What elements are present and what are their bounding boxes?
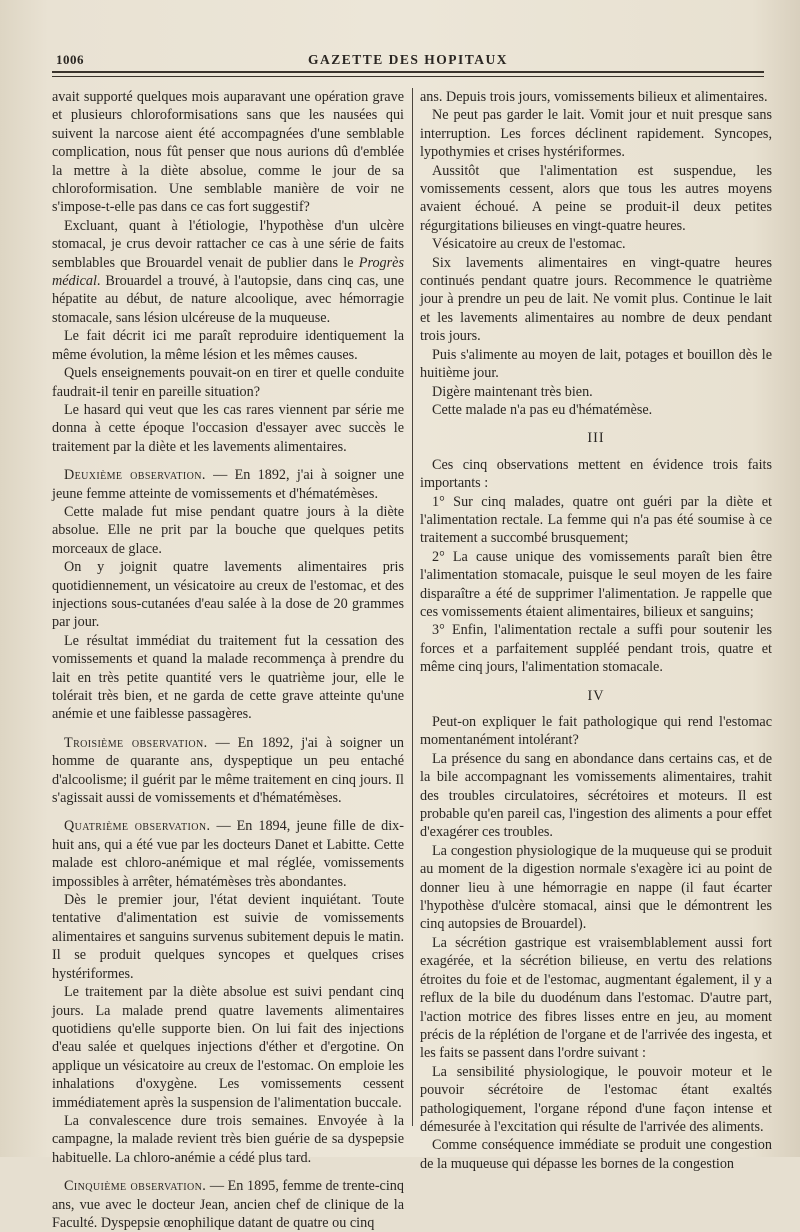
paragraph: La convalescence dure trois semaines. Envoyée à la campagne, la malade revient très bien guérie de sa dyspepsie habituelle. La chloro-anémie a cédé plus tard. xyxy=(52,1112,404,1166)
text-run: Excluant, quant à l'étiologie, l'hypothèse d'un ulcère stomacal, je crus devoir rattacher ce cas à une série de faits semblables que Brouardel venait de publier dans le xyxy=(52,217,404,271)
paragraph: La présence du sang en abondance dans certains cas, et de la bile accompagnant les vomissements alimentaires, trahit des troubles circulatoires, sécrétoires et moteurs. Il est probable qu'en pareil cas, l'ingestion des aliments a pour effet d'exagérer ces troubles. xyxy=(420,750,772,841)
section-heading-iii: III xyxy=(587,430,605,447)
right-column xyxy=(420,88,772,1172)
journal-reference: Progrès médical xyxy=(52,254,404,290)
paragraph: Le traitement par la diète absolue est suivi pendant cinq jours. La malade prend quatre lavements alimentaires quotidiens qu'elle supporte bien. On lui fait des injections d'eau salée et quelques injections d'éther et d'ergotine. On applique un vésicatoire au creux de l'estomac. On emploie les inhalations d'oxygène. Les vomissements cessent immédiatement après la suspension de l'alimentation buccale. xyxy=(52,984,404,1111)
observation-2 xyxy=(52,466,404,503)
page-number: 1006 xyxy=(56,52,84,67)
observation-label: Troisième observation. xyxy=(64,734,208,751)
paragraph: Ne peut pas garder le lait. Vomit jour et nuit presque sans interruption. Les forces déclinent rapidement. Syncopes, lypothymies et crises hystériformes. xyxy=(420,107,772,161)
text-run: — En 1894, jeune fille de dix-huit ans, qui a été vue par les docteurs Danet et Labitte. Cette malade est chloro-anémique et mal réglée, vomissements impossibles à arrêter, hématémèses très abondantes. xyxy=(52,818,404,890)
paragraph: La sensibilité physiologique, le pouvoir moteur et le pouvoir sécrétoire de l'estomac étant exaltés pathologiquement, l'organe répond d'une façon intense et démesurée à l'excitation qui résulte de l'arrivée des aliments. xyxy=(420,1063,772,1135)
paragraph: Aussitôt que l'alimentation est suspendue, les vomissements cessent, alors que tous les autres moyens avaient échoué. A peine se produit-il deux petites régurgitations bilieuses en vingt-quatre heures. xyxy=(420,162,772,234)
paragraph: 1° Sur cinq malades, quatre ont guéri par la diète et l'alimentation rectale. La femme qui n'a pas été soumise à ce traitement a succombé brusquement; xyxy=(420,493,772,547)
observation-5 xyxy=(52,1177,404,1232)
paragraph: Puis s'alimente au moyen de lait, potages et bouillon dès le huitième jour. xyxy=(420,346,772,382)
page-header xyxy=(52,52,764,70)
observation-label: Quatrième observation. xyxy=(64,818,211,835)
paragraph xyxy=(52,217,404,327)
observation-3 xyxy=(52,734,404,808)
left-column xyxy=(52,88,405,1231)
section-heading-iv: IV xyxy=(587,687,605,704)
text-run: — En 1895, femme de trente-cinq ans, vue avec le docteur Jean, ancien chef de clinique de la Faculté. Dyspepsie œnophilique datant de quatre ou cinq xyxy=(52,1178,404,1231)
text-run: — En 1892, j'ai à soigner une jeune femme atteinte de vomissements et d'hématémèses. xyxy=(52,467,405,502)
paragraph: Six lavements alimentaires en vingt-quatre heures continués pendant quatre jours. Recommence le quatrième jour à prendre un peu de lait. Ne vomit plus. Continue le lait et les lavements alimentaires au nombre de deux pendant trois jours. xyxy=(420,254,772,345)
paragraph: Peut-on expliquer le fait pathologique qui rend l'estomac momentanément intolérant? xyxy=(420,714,772,749)
paragraph: avait supporté quelques mois auparavant une opération grave et plusieurs chloroformisations sans que les nausées qui suivent la narcose aient été accompagnées d'une semblable complication, nous fût penser que nous aurions dû d'emblée la mettre à la diète absolue, comme le jour de sa chloroformisation. Une semblable manière de voir ne s'impose-t-elle pas dans ce cas fort suggestif? xyxy=(52,89,404,216)
paragraph: On y joignit quatre lavements alimentaires pris quotidiennement, un vésicatoire au creux de l'estomac, et des injections sous-cutanées d'eau salée à la dose de 20 grammes par jour. xyxy=(52,559,404,631)
paragraph: 2° La cause unique des vomissements paraît bien être l'alimentation stomacale, puisque le seul moyen de les faire disparaître a été de supprimer l'alimentation. Je rappelle que ces vomissements étaient alimentaires, bilieux et sanguins; xyxy=(420,548,772,620)
paragraph: Cette malade n'a pas eu d'hématémèse. xyxy=(432,401,653,418)
journal-title: GAZETTE DES HOPITAUX xyxy=(307,52,509,67)
paragraph: Le hasard qui veut que les cas rares viennent par série me donna à cette époque l'occasion d'essayer avec succès le traitement par la diète et les lavements alimentaires. xyxy=(52,401,404,455)
observation-label: Deuxième observation. xyxy=(64,467,206,484)
paragraph: ans. Depuis trois jours, vomissements bilieux et alimentaires. xyxy=(420,89,768,105)
paragraph: Le résultat immédiat du traitement fut la cessation des vomissements et quand la malade recommença à prendre du lait en très petite quantité vers le quatrième jour, elle le tolérait très bien, et ne garda de cette grave atteinte qu'une anémie et une faiblesse passagères. xyxy=(52,632,404,723)
paragraph: Dès le premier jour, l'état devient inquiétant. Toute tentative d'alimentation est suivie de vomissements alimentaires et sanguins survenus subitement depuis le matin. Il se produit quelques syncopes et quelques crises hystériformes. xyxy=(52,892,404,982)
paragraph: Ces cinq observations mettent en évidence trois faits importants : xyxy=(420,456,772,492)
observation-label: Cinquième observation. xyxy=(64,1178,207,1195)
header-rule-thin xyxy=(52,76,764,77)
paragraph: La sécrétion gastrique est vraisemblablement aussi fort exagérée, et la sécrétion bilieuse, en vertu des relations étroites du foie et de l'estomac, augmentant également, il y a reflux de la bile du duodénum dans l'estomac. D'autre part, l'action motrice des fibres lisses entre en jeu, au moment précis de la réplétion de l'organe et de l'arrivée des ingesta, et les faits se passent dans l'ordre suivant : xyxy=(420,934,772,1062)
paragraph: 3° Enfin, l'alimentation rectale a suffi pour soutenir les forces et a parfaitement suppléé pendant trois, quatre et même cinq jours, l'alimentation stomacale. xyxy=(420,622,772,676)
text-run: — En 1892, j'ai à soigner un homme de quarante ans, dyspeptique un peu entaché d'alcoolisme; il guérit par le même traitement en cinq jours. Il s'agissait aussi de vomissements et d'hématémèses. xyxy=(52,734,405,807)
paragraph: La congestion physiologique de la muqueuse qui se produit au moment de la digestion normale s'exagère ici au point de donner lieu à une hémorragie en nappe (il faut écarter l'hypothèse d'ulcère stomacal, ainsi que le démontrent les cinq autopsies de Brouardel). xyxy=(420,842,772,933)
column-divider xyxy=(412,88,413,1126)
header-rule-thick xyxy=(52,71,764,73)
paragraph: Cette malade fut mise pendant quatre jours à la diète absolue. Elle ne prit par la bouche que quelques petits morceaux de glace. xyxy=(52,503,404,557)
paragraph: Comme conséquence immédiate se produit une congestion de la muqueuse qui dépasse les bornes de la congestion xyxy=(420,1137,772,1172)
paragraph: Digère maintenant très bien. xyxy=(432,383,593,400)
text-run: . Brouardel a trouvé, à l'autopsie, dans cinq cas, une hépatite au début, de nature alcoolique, avec hémorragie stomacale, sans lésion ulcéreuse de la muqueuse. xyxy=(52,273,404,326)
paragraph: Quels enseignements pouvait-on en tirer et quelle conduite faudrait-il tenir en pareille situation? xyxy=(52,365,404,400)
observation-4 xyxy=(52,817,404,891)
paragraph: Le fait décrit ici me paraît reproduire identiquement la même évolution, la même lésion et les mêmes causes. xyxy=(52,328,404,363)
paragraph: Vésicatoire au creux de l'estomac. xyxy=(432,236,626,253)
